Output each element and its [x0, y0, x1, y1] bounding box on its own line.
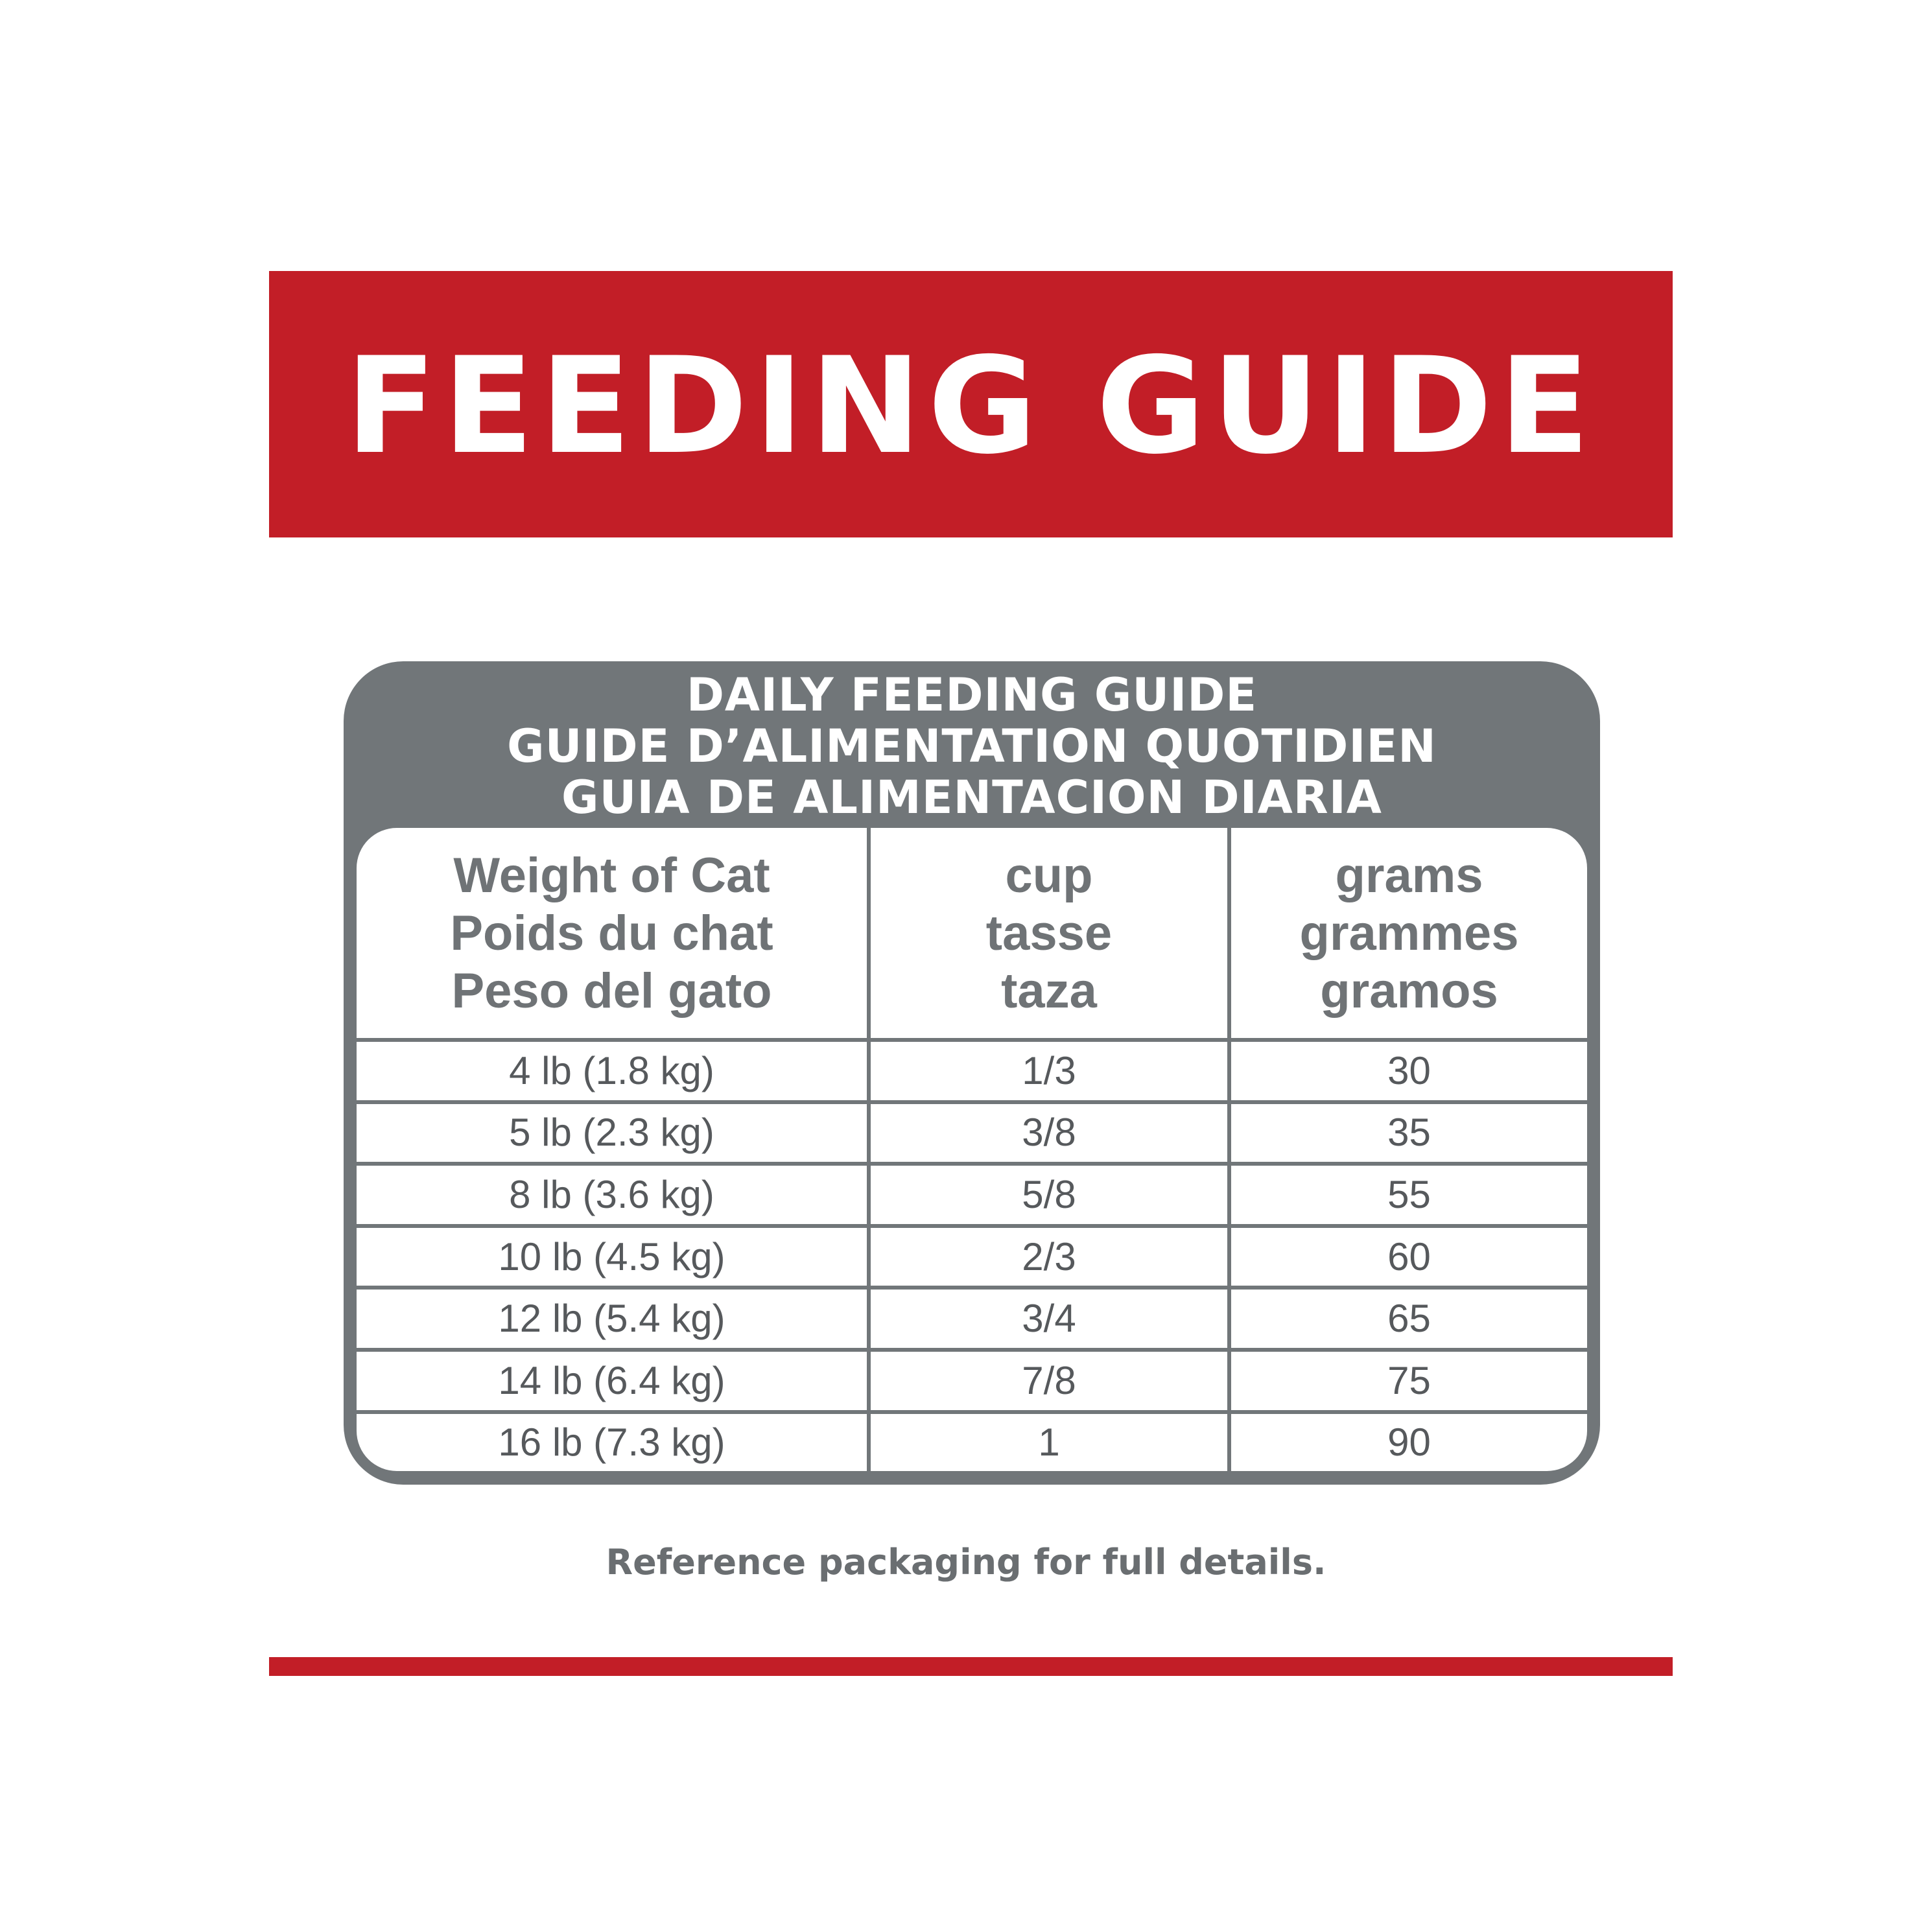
table-row	[357, 1102, 1587, 1164]
table-header-row	[357, 828, 1587, 1040]
weight-cell: 4 lb (1.8 kg)	[509, 1048, 714, 1092]
column-header-grams	[1229, 828, 1587, 1040]
header-line: grammes	[1299, 905, 1519, 961]
banner-title: FEEDING GUIDE	[346, 329, 1596, 484]
header-line: taza	[1001, 963, 1097, 1019]
grams-cell: 65	[1229, 1288, 1587, 1350]
guide-title-english: DAILY FEEDING GUIDE	[686, 668, 1258, 722]
column-header-cup	[869, 828, 1229, 1040]
grams-cell: 30	[1229, 1040, 1587, 1102]
weight-cell: 10 lb (4.5 kg)	[357, 1226, 869, 1288]
column-header-weight	[357, 828, 869, 1040]
reference-packaging-note: Reference packaging for full details.	[606, 1542, 1326, 1583]
weight-cell: 5 lb (2.3 kg)	[357, 1102, 869, 1164]
feeding-guide-banner	[269, 271, 1673, 537]
cup-cell: 3/4	[869, 1288, 1229, 1350]
grams-cell: 55	[1229, 1164, 1587, 1226]
header-line: Peso del gato	[451, 963, 772, 1019]
cup-cell: 1	[869, 1412, 1229, 1471]
feeding-table-panel	[357, 828, 1587, 1471]
cup-cell: 7/8	[869, 1350, 1229, 1412]
daily-feeding-guide-card	[344, 661, 1600, 1485]
table-row	[357, 1288, 1587, 1350]
table-row	[357, 1164, 1587, 1226]
table-row	[357, 1350, 1587, 1412]
weight-cell: 12 lb (5.4 kg)	[357, 1288, 869, 1350]
cup-cell: 2/3	[869, 1226, 1229, 1288]
cup-cell: 3/8	[869, 1102, 1229, 1164]
feeding-table	[357, 828, 1587, 1471]
bottom-red-rule	[269, 1657, 1673, 1676]
header-line: cup	[1005, 847, 1093, 903]
weight-cell: 8 lb (3.6 kg)	[357, 1164, 869, 1226]
header-line: grams	[1335, 847, 1483, 903]
cup-cell: 5/8	[869, 1164, 1229, 1226]
table-row	[357, 1226, 1587, 1288]
grams-cell: 60	[1229, 1226, 1587, 1288]
guide-title-french: GUIDE D’ALIMENTATION QUOTIDIEN	[507, 719, 1437, 773]
table-row	[357, 1412, 1587, 1471]
guide-title-block	[344, 665, 1600, 827]
table-row	[357, 1040, 1587, 1102]
header-line: Weight of Cat	[453, 847, 770, 903]
grams-cell: 75	[1229, 1350, 1587, 1412]
weight-cell: 14 lb (6.4 kg)	[357, 1350, 869, 1412]
weight-cell: 16 lb (7.3 kg)	[357, 1412, 869, 1471]
guide-title-spanish: GUIA DE ALIMENTACION DIARIA	[561, 770, 1382, 824]
cup-cell: 1/3	[869, 1040, 1229, 1102]
grams-cell: 90	[1229, 1412, 1587, 1471]
grams-cell: 35	[1229, 1102, 1587, 1164]
header-line: gramos	[1320, 963, 1498, 1019]
header-line: Poids du chat	[450, 905, 773, 961]
header-line: tasse	[985, 905, 1113, 961]
